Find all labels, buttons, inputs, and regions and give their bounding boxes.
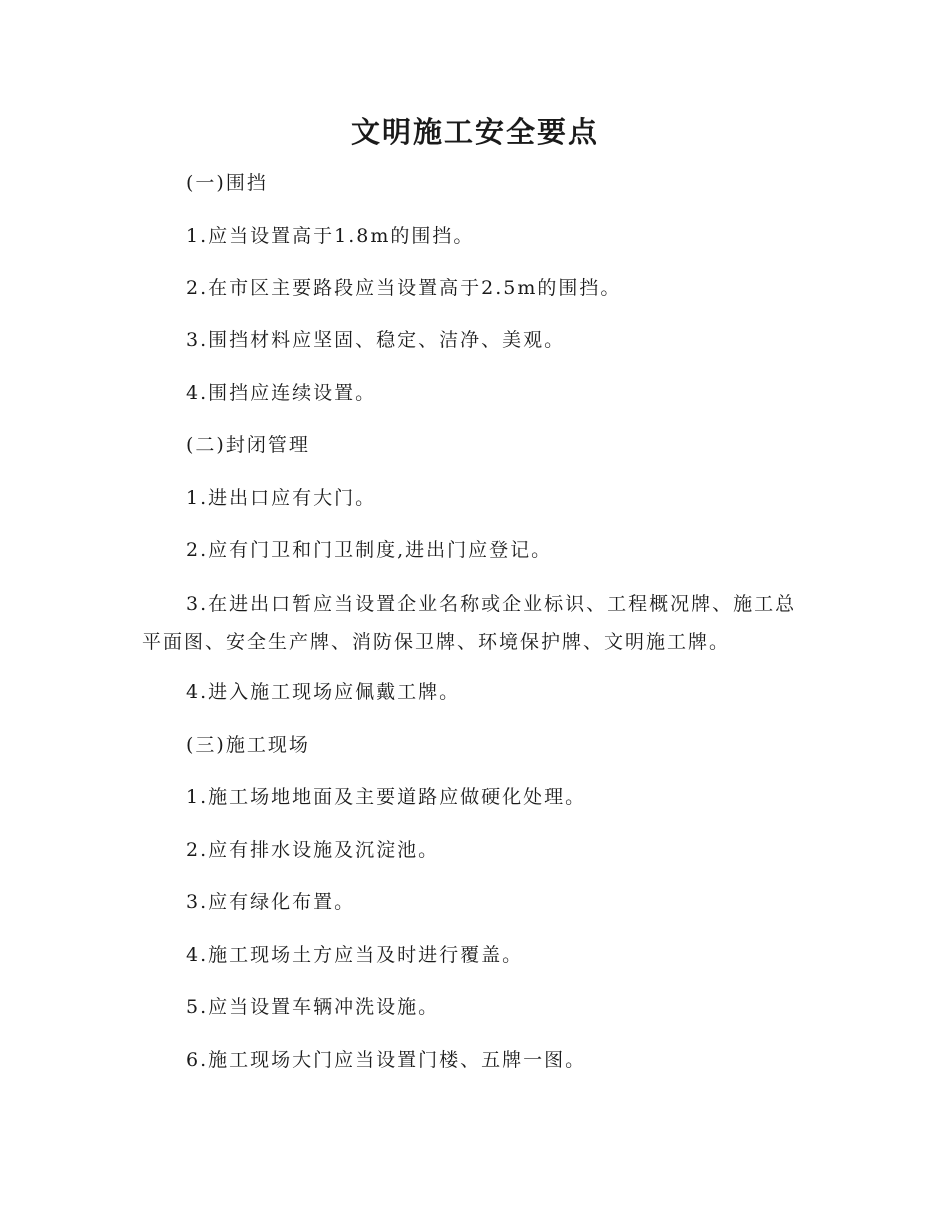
list-item: 6.施工现场大门应当设置门楼、五牌一图。	[186, 1049, 587, 1071]
list-item: 1.施工场地地面及主要道路应做硬化处理。	[186, 786, 587, 808]
section-heading-closed-management: (二)封闭管理	[186, 434, 310, 456]
list-item: 4.施工现场土方应当及时进行覆盖。	[186, 944, 524, 966]
list-item: 1.应当设置高于1.8m的围挡。	[186, 225, 475, 247]
list-item: 3.围挡材料应坚固、稳定、洁净、美观。	[186, 329, 566, 351]
list-item-wrapped: 3.在进出口暂应当设置企业名称或企业标识、工程概况牌、施工总平面图、安全生产牌、消防保卫牌、环境保护牌、文明施工牌。	[142, 593, 797, 653]
document-title: 文明施工安全要点	[350, 115, 599, 149]
list-item: 4.围挡应连续设置。	[186, 382, 377, 404]
list-item: 3.应有绿化布置。	[186, 891, 356, 913]
list-item: 4.进入施工现场应佩戴工牌。	[186, 681, 461, 703]
list-item: 2.在市区主要路段应当设置高于2.5m的围挡。	[186, 277, 622, 299]
list-item: 1.进出口应有大门。	[186, 487, 377, 509]
section-heading-construction-site: (三)施工现场	[186, 734, 310, 756]
list-item: 5.应当设置车辆冲洗设施。	[186, 996, 440, 1018]
list-item: 2.应有门卫和门卫制度,进出门应登记。	[186, 539, 553, 561]
section-heading-enclosure: (一)围挡	[186, 172, 268, 194]
list-item: 2.应有排水设施及沉淀池。	[186, 839, 440, 861]
